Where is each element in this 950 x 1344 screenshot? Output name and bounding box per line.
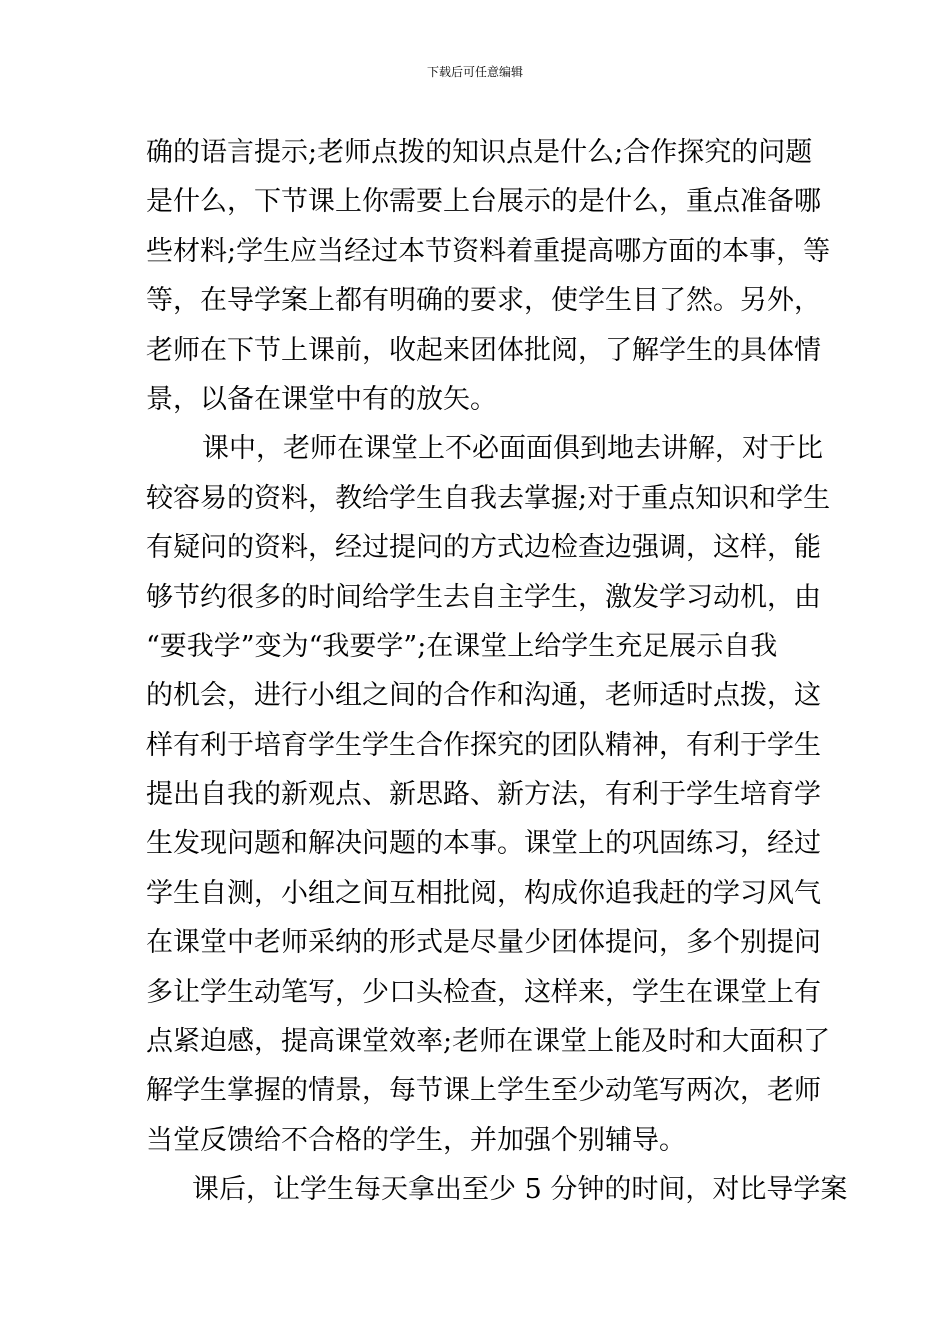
text-line: 的机会，进行小组之间的合作和沟通，老师适时点拨，这 — [146, 680, 821, 712]
text-line: 确的语言提示;老师点拨的知识点是什么;合作探究的问题 — [146, 137, 813, 168]
text-line: 解学生掌握的情景，每节课上学生至少动笔写两次，老师 — [146, 1075, 821, 1107]
text-line: 当堂反馈给不合格的学生，并加强个别辅导。 — [146, 1124, 686, 1156]
text-line: 多让学生动笔写，少口头检查，这样来，学生在课堂上有 — [146, 976, 821, 1008]
text-line: 景，以备在课堂中有的放矢。 — [146, 383, 497, 415]
page-header: 下载后可任意编辑 — [426, 65, 523, 79]
text-line: 学生自测，小组之间互相批阅，构成你追我赶的学习风气 — [146, 877, 821, 909]
paragraph-start-line: 课后，让学生每天拿出至少 5 分钟的时间，对比导学案 — [192, 1174, 848, 1206]
document-body — [146, 128, 848, 1215]
text-line: 较容易的资料，教给学生自我去掌握;对于重点知识和学生 — [146, 482, 831, 514]
text-line: 生发现问题和解决问题的本事。课堂上的巩固练习，经过 — [146, 828, 821, 860]
text-line: 是什么，下节课上你需要上台展示的是什么，重点准备哪 — [146, 186, 821, 218]
text-line: 些材料;学生应当经过本节资料着重提高哪方面的本事，等 — [146, 235, 831, 267]
text-line: 老师在下节上课前，收起来团体批阅，了解学生的具体情 — [146, 334, 821, 366]
text-line: 样有利于培育学生学生合作探究的团队精神，有利于学生 — [146, 729, 821, 761]
text-line: 有疑问的资料，经过提问的方式边检查边强调，这样，能 — [146, 532, 821, 564]
text-line: “要我学”变为“我要学”;在课堂上给学生充足展示自我 — [146, 630, 778, 662]
text-line: 在课堂中老师采纳的形式是尽量少团体提问，多个别提问 — [146, 927, 821, 959]
text-line: 点紧迫感，提高课堂效率;老师在课堂上能及时和大面积了 — [146, 1026, 831, 1058]
text-line: 提出自我的新观点、新思路、新方法，有利于学生培育学 — [146, 779, 821, 811]
paragraph-start-line: 课中，老师在课堂上不必面面俱到地去讲解，对于比 — [202, 433, 823, 465]
text-line: 够节约很多的时间给学生去自主学生，激发学习动机，由 — [146, 581, 821, 613]
text-line: 等，在导学案上都有明确的要求，使学生目了然。另外， — [146, 285, 821, 317]
